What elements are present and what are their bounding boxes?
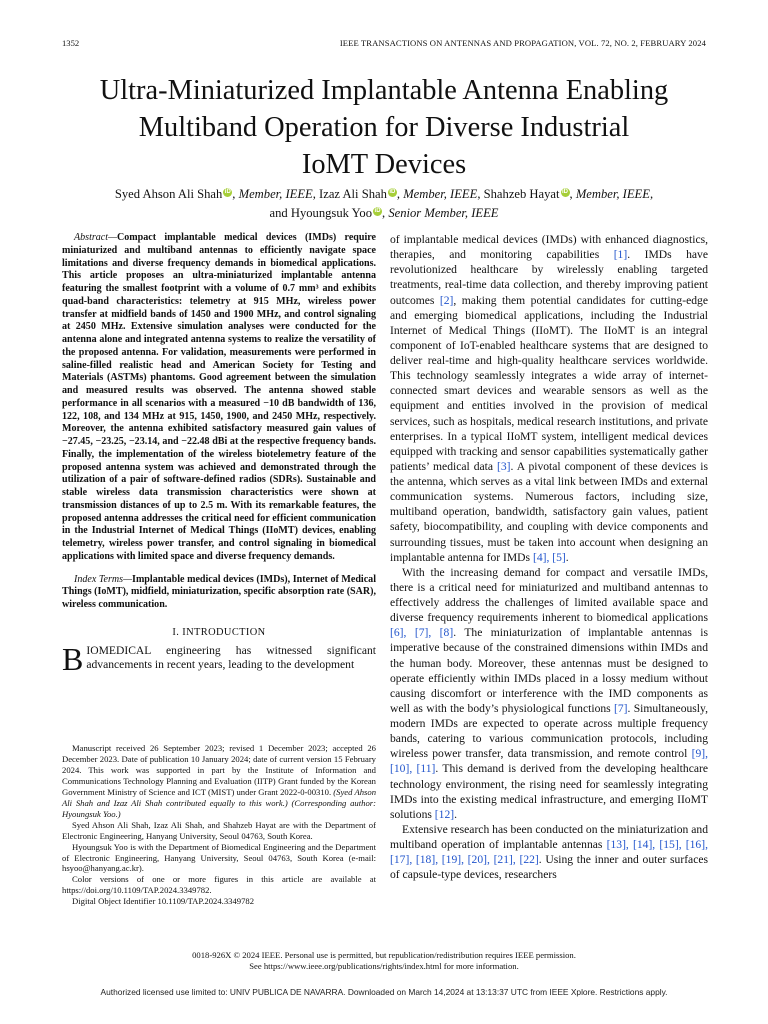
citation-link[interactable]: [7] bbox=[613, 701, 628, 715]
copyright-line-1: 0018-926X © 2024 IEEE. Personal use is permitted, but republication/redistribution requires IEEE permission. bbox=[192, 950, 576, 960]
author-2-role: Member, IEEE bbox=[403, 187, 478, 201]
citation-link[interactable]: [4], [5] bbox=[532, 550, 566, 564]
license-banner: Authorized licensed use limited to: UNIV PUBLICA DE NAVARRA. Downloaded on March 14,2024 at 13:13:37 UTC from IEEE Xplore. Restrictions apply. bbox=[100, 987, 668, 997]
intro-paragraph bbox=[62, 640, 376, 677]
citation-link[interactable]: [1] bbox=[613, 248, 628, 262]
orcid-icon[interactable]: iD bbox=[224, 189, 231, 195]
body-paragraph-1: of implantable medical devices (IMDs) with enhanced diagnostics, therapies, and monitoring capabilities [1]. IMDs have revolutionized healthcare by wirelessly enabling targeted treatments, real-time data collection, and thereby improving patient outcomes [2], making them potential candidates for cutting-edge and emerging biomedical applications, including the Industrial Internet of Medical Things (IIoMT). The IIoMT is an integral component of IoT-enabled healthcare systems that are designed to deliver real-time and high-quality healthcare services worldwide. This technology seamlessly integrates a wide array of internet-connected smart devices and wearable sensors as well as the equipment and entities involved in the provision of medical services, such as hospitals, medical research institutions, and private enterprises. In a typical IIoMT system, intelligent medical devices equipped with tracking and sensor capabilities systematically gather patients’ medical data [3]. A pivotal component of these devices is the antenna, which serves as a vital link between IMDs and external communication systems. Numerous factors, including size, multiband operation, bandwidth, satisfactory gain values, patient safety, biocompatibility, and coupling with device components and surrounding tissues, must be taken into account when designing an implantable antenna for IMDs [4], [5]. bbox=[390, 233, 708, 564]
orcid-icon[interactable]: iD bbox=[562, 189, 569, 195]
footnotes bbox=[62, 743, 376, 907]
author-4: Hyoungsuk Yoo bbox=[290, 206, 373, 220]
footnote-affiliation-1: Syed Ahson Ali Shah, Izaz Ali Shah, and Shahzeb Hayat are with the Department of Electronic Engineering, Hanyang University, Seoul 04763, South Korea. bbox=[62, 819, 376, 841]
body-paragraph-2: With the increasing demand for compact and versatile IMDs, there is a critical need for miniaturized and multiband antennas to effectively address the challenges of limited available space and diverse frequency requirements inherent to biomedical applications [6], [7], [8]. The miniaturization of implantable antennas is imperative because of the constrained dimensions within IMDs and the human body. Moreover, these antennas must be designed to operate efficiently within IMDs placed in a lossy medium without causing discomfort or interference with the IMD components as well as with the body’s physiological functions [7]. Simultaneously, modern IMDs are expected to operate across multiple frequency bands, catering to various communication protocols, including wireless power transfer, data transmission, and remote control [9], [10], [11]. This demand is derived from the developing healthcare technology environment, the rising need for seamlessly integrating IMDs into the existing medical infrastructure, and emerging IIoMT solutions [12]. bbox=[390, 565, 709, 821]
footnote-color-versions: Color versions of one or more figures in this article are available at https://doi.org/10.1109/TAP.2024.3349782. bbox=[62, 874, 376, 896]
title-line-3: IoMT Devices bbox=[301, 149, 467, 180]
orcid-icon[interactable]: iD bbox=[389, 189, 396, 195]
footnote-doi: Digital Object Identifier 10.1109/TAP.2024.3349782 bbox=[72, 896, 255, 907]
page-number: 1352 bbox=[62, 38, 80, 48]
citation-link[interactable]: [12] bbox=[434, 807, 455, 821]
index-terms-label: Index Terms bbox=[74, 573, 124, 585]
footnote-affiliation-2: Hyoungsuk Yoo is with the Department of Biomedical Engineering and the Department of Electronic Engineering, Hanyang University, Seoul 04763, South Korea (e-mail: hsyoo@hanyang.ac.kr). bbox=[62, 841, 376, 874]
author-1: Syed Ahson Ali Shah bbox=[114, 187, 223, 201]
footnote-manuscript: Manuscript received 26 September 2023; revised 1 December 2023; accepted 26 December 2023. Date of publication 10 January 2024; date of current version 15 February 2024. This work was supported in part by the Institute of Information and Communications Technology Planning and Evaluation (IITP) Grant funded by the Korean Government Ministry of Science and ICT (MIST) under Grant 2022-0-00310. (Syed Ahson Ali Shah and Izaz Ali Shah contributed equally to this work.) (Corresponding author: Hyoungsuk Yoo.) bbox=[62, 743, 377, 819]
citation-link[interactable]: [3] bbox=[496, 459, 511, 473]
copyright-line-2: See https://www.ieee.org/publications/rights/index.html for more information. bbox=[249, 961, 519, 971]
citation-link[interactable]: [9], [10], [11] bbox=[390, 747, 708, 776]
citation-link[interactable]: [6], [7], [8] bbox=[390, 626, 454, 640]
author-3-role: Member, IEEE, bbox=[575, 187, 654, 201]
drop-cap: B bbox=[62, 640, 84, 677]
left-column bbox=[62, 232, 376, 677]
index-terms-text: Implantable medical devices (IMDs), Internet of Medical Things (IoMT), midfield, miniaturization, specific absorption rate (SAR), wireless communication. bbox=[62, 573, 376, 610]
section-heading: I. INTRODUCTION bbox=[172, 626, 266, 638]
author-and: and bbox=[269, 206, 288, 220]
citation-link[interactable]: [2] bbox=[439, 293, 454, 307]
copyright-notice bbox=[62, 950, 706, 972]
running-header bbox=[62, 38, 706, 50]
right-column bbox=[390, 232, 708, 882]
journal-name: IEEE TRANSACTIONS ON ANTENNAS AND PROPAGATION, VOL. 72, NO. 2, FEBRUARY 2024 bbox=[339, 38, 706, 48]
orcid-icon[interactable]: iD bbox=[374, 208, 381, 214]
citation-link[interactable]: [13], [14], [15], [16], [17], [18], [19], [20], [21], [22] bbox=[390, 838, 708, 867]
abstract-label: Abstract bbox=[74, 232, 109, 243]
author-1-role: Member, IEEE bbox=[238, 187, 313, 201]
abstract: Abstract—Compact implantable medical devices (IMDs) require miniaturized and multiband antennas to efficiently navigate space limitations and diverse frequency demands in biomedical applications. This article proposes an ultra-miniaturized implantable antenna featuring the smallest footprint with a volume of 0.7 mm³ and exhibits quad-band characteristics: telemetry at 915 MHz, wireless power transfer at midfield bands of 1450 and 1900 MHz, and control signaling at 2450 MHz. Extensive simulation analyses were conducted for the antenna alone and integrated antenna systems to realize the versatility of the proposed antenna. For validation, measurements were performed in saline-filled realistic head and American Society for Testing and Materials (ASTMs) phantoms. Good agreement between the simulation and measured results was observed. The antenna showed stable performance in all scenarios with a measured −10 dB bandwidth of 136, 122, 108, and 134 MHz at 915, 1450, 1900, and 2450 MHz, respectively. Moreover, the antenna exhibited satisfactory measured gain values of −27.45, −23.25, −23.14, and −22.48 dBi at the respective frequency bands. Finally, the implementation of the wireless biotelemetry feature of the proposed antenna system was achieved and demonstrated through the utilization of a pair of software-defined radios (SDRs). Sustainable and stable wireless data transmission characteristics were shown at transmission distances of up to 2.5 m. With its remarkable features, the proposed antenna addresses the critical need for efficient communication in the Industrial Internet of Medical Things (IIoMT) devices, enabling telemetry, wireless power transfer, and control signaling in biomedical applications with limited space and diverse frequency demands. bbox=[62, 232, 376, 562]
author-list: Syed Ahson Ali Shah iD , Member, IEEE, Izaz Ali Shah iD , Member, IEEE, Shahzeb Hayat iD , Member, IEEE, and Hyoungsuk Yoo iD , Senior Member, IEEE bbox=[114, 187, 654, 220]
abstract-text: Compact implantable medical devices (IMDs) require miniaturized and multiband antennas to efficiently navigate space limitations and diverse frequency demands in biomedical applications. This article proposes an ultra-miniaturized implantable antenna featuring the smallest footprint with a volume of 0.7 mm³ and exhibits quad-band characteristics: telemetry at 915 MHz, wireless power transfer at midfield bands of 1450 and 1900 MHz, and control signaling at 2450 MHz. Extensive simulation analyses were conducted for the antenna alone and integrated antenna systems to realize the versatility of the proposed antenna. For validation, measurements were performed in saline-filled realistic head and American Society for Testing and Materials (ASTMs) phantoms. Good agreement between the simulation and measured results was observed. The antenna showed stable performance in all scenarios with a measured −10 dB bandwidth of 136, 122, 108, and 134 MHz at 915, 1450, 1900, and 2450 MHz, respectively. Moreover, the antenna exhibited satisfactory measured gain values of −27.45, −23.25, −23.14, and −22.48 dBi at the respective frequency bands. Finally, the implementation of the wireless biotelemetry feature of the proposed antenna system was achieved and demonstrated through the utilization of a pair of software-defined radios (SDRs). Sustainable and stable wireless data transmission characteristics were shown at transmission distances of up to 2.5 m. With its remarkable features, the proposed antenna addresses the critical need for efficient communication in the Industrial Internet of Medical Things (IIoMT) devices, enabling telemetry, wireless power transfer, and control signaling in biomedical applications with limited space and diverse frequency demands. bbox=[62, 232, 376, 562]
title-line-1: Ultra-Miniaturized Implantable Antenna Enabling bbox=[99, 75, 669, 106]
paper-title bbox=[40, 72, 728, 183]
intro-text: IOMEDICAL engineering has witnessed significant advancements in recent years, leading to the development bbox=[86, 643, 376, 672]
author-4-role: Senior Member, IEEE bbox=[388, 206, 499, 220]
author-3: Shahzeb Hayat bbox=[483, 187, 560, 201]
author-2: Izaz Ali Shah bbox=[319, 187, 387, 201]
index-terms: Index Terms—Implantable medical devices (IMDs), Internet of Medical Things (IoMT), midfield, miniaturization, specific absorption rate (SAR), wireless communication. bbox=[62, 573, 376, 610]
body-paragraph-3: Extensive research has been conducted on the miniaturization and multiband operation of implantable antennas [13], [14], [15], [16], [17], [18], [19], [20], [21], [22]. Using the inner and outer surfaces of capsule-type devices, researchers bbox=[390, 822, 708, 882]
title-line-2: Multiband Operation for Diverse Industrial bbox=[138, 112, 630, 143]
